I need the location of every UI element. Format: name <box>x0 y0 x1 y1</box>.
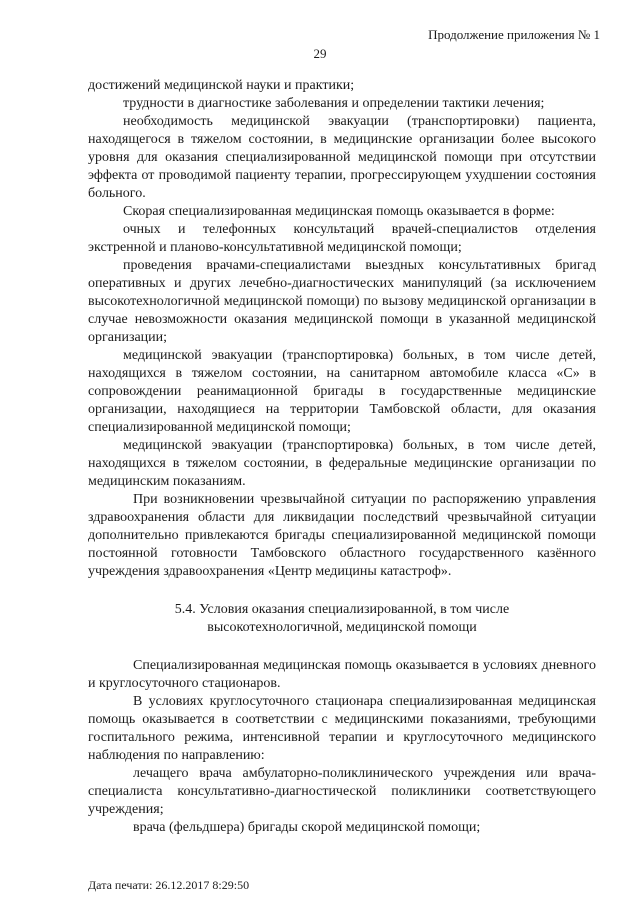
paragraph: достижений медицинской науки и практики; <box>88 78 355 93</box>
paragraph: необходимость медицинской эвакуации (транспортировки) пациента, находящегося в тяжелом состоянии, в медицинские организации более высокого уровня для оказания специализированной медицинской помощи при отсутствии эффекта от проводимой пациенту терапии, прогрессирующем ухудшении состояния больного. <box>88 114 596 201</box>
paragraph: трудности в диагностике заболевания и определении тактики лечения; <box>123 96 545 111</box>
section-heading-line: высокотехнологичной, медицинской помощи <box>207 620 477 635</box>
paragraph: В условиях круглосуточного стационара специализированная медицинская помощь оказывается в соответствии с медицинскими показаниями, требующими госпитального режима, интенсивной терапии и круглосуточного медицинского наблюдения по направлению: <box>88 694 596 763</box>
paragraph: лечащего врача амбулаторно-поликлинического учреждения или врача-специалиста консультативно-диагностической поликлиники соответствующего учреждения; <box>88 766 596 817</box>
paragraph: медицинской эвакуации (транспортировка) больных, в том числе детей, находящихся в тяжелом состоянии, в федеральные медицинские организации по медицинским показаниям. <box>88 438 596 489</box>
paragraph: Скорая специализированная медицинская помощь оказывается в форме: <box>123 204 555 219</box>
paragraph: проведения врачами-специалистами выездных консультативных бригад оперативных и других лечебно-диагностических манипуляций (за исключением высокотехнологичной медицинской помощи) по вызову медицинской организации в случае невозможности оказания медицинской помощи в указанной медицинской организации; <box>88 258 596 345</box>
section-heading <box>88 601 596 637</box>
paragraph-group-top <box>88 77 596 581</box>
paragraph-group-bottom <box>88 657 596 837</box>
paragraph: Специализированная медицинская помощь оказывается в условиях дневного и круглосуточного стационаров. <box>88 658 596 691</box>
print-date: Дата печати: 26.12.2017 8:29:50 <box>88 878 250 892</box>
section-heading-line: 5.4. Условия оказания специализированной, в том числе <box>174 602 510 617</box>
page-number: 29 <box>313 46 327 61</box>
continuation-label: Продолжение приложения № 1 <box>428 27 600 42</box>
paragraph: очных и телефонных консультаций врачей-специалистов отделения экстренной и планово-консультативной медицинской помощи; <box>88 222 596 255</box>
document-body <box>88 77 596 837</box>
paragraph: При возникновении чрезвычайной ситуации по распоряжению управления здравоохранения области для ликвидации последствий чрезвычайной ситуации дополнительно привлекаются бригады специализированной медицинской помощи постоянной готовности Тамбовского областного государственного казённого учреждения здравоохранения «Центр медицины катастроф». <box>88 492 596 579</box>
paragraph: медицинской эвакуации (транспортировка) больных, в том числе детей, находящихся в тяжелом состоянии, на санитарном автомобиле класса «С» в сопровождении реанимационной бригады в государственные медицинские организации, находящиеся на территории Тамбовской области, для оказания специализированной медицинской помощи; <box>88 348 596 435</box>
paragraph: врача (фельдшера) бригады скорой медицинской помощи; <box>133 820 481 835</box>
